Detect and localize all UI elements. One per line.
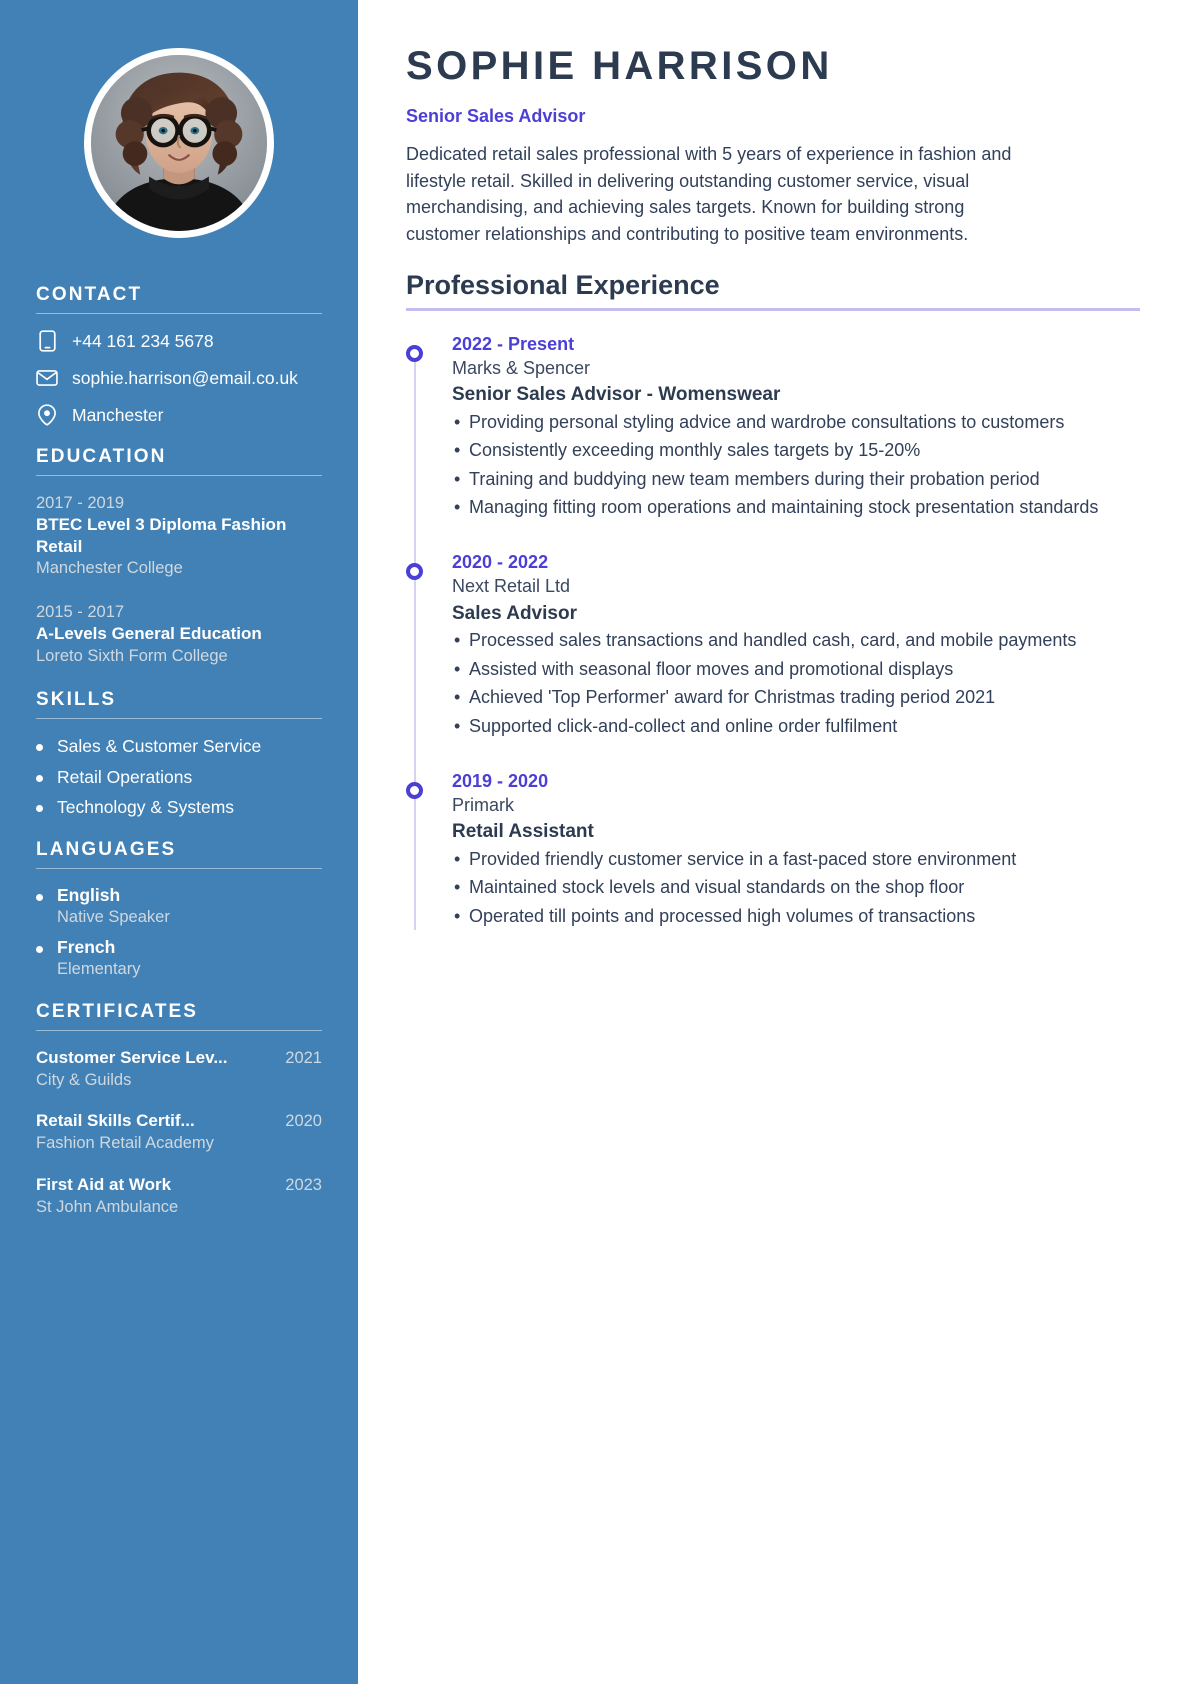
- experience-bullets: [452, 410, 1140, 521]
- experience-bullets: [452, 628, 1140, 739]
- avatar-ring: [84, 48, 274, 238]
- certificate-item: [36, 1110, 322, 1155]
- certificates-list: [36, 1047, 322, 1219]
- skill-item: [36, 735, 322, 758]
- experience-section-divider: [406, 308, 1140, 311]
- skill-item: [36, 766, 322, 789]
- sidebar-content: [0, 284, 358, 1218]
- certificate-org: City & Guilds: [36, 1070, 132, 1089]
- contact-phone-value: +44 161 234 5678: [72, 330, 214, 351]
- skill-label: Sales & Customer Service: [57, 735, 262, 756]
- education-school: Manchester College: [36, 558, 183, 577]
- job-title: Senior Sales Advisor: [406, 106, 586, 126]
- education-dates: 2017 - 2019: [36, 494, 125, 512]
- languages-list: [36, 885, 322, 981]
- timeline-line: [414, 345, 416, 930]
- bullet-dot-icon: [36, 946, 43, 953]
- experience-bullet: • Provided friendly customer service in a fast-paced store environment: [452, 847, 1140, 873]
- experience-bullet: • Processed sales transactions and handled cash, card, and mobile payments: [452, 628, 1140, 654]
- skill-label: Retail Operations: [57, 766, 193, 787]
- education-list: [36, 492, 322, 667]
- education-dates: 2015 - 2017: [36, 603, 125, 622]
- skills-divider: [36, 718, 322, 719]
- professional-summary: Dedicated retail sales professional with 5 years of experience in fashion and lifestyle retail. Skilled in delivering outstanding customer service, visual merchandising, and achieving sales targets. Known for building strong customer relationships and contributing to positive team environments.: [406, 144, 1012, 244]
- page-title: SOPHIE HARRISON: [406, 44, 833, 88]
- skills-heading: SKILLS: [36, 688, 117, 710]
- certificate-name: Customer Service Lev...: [36, 1047, 228, 1067]
- certificate-year: 2021: [285, 1048, 322, 1067]
- skill-label: Technology & Systems: [57, 797, 235, 818]
- bullet-dot-icon: [36, 805, 43, 812]
- contact-divider: [36, 313, 322, 314]
- experience-bullet: • Managing fitting room operations and maintaining stock presentation standards: [452, 495, 1140, 521]
- experience-timeline: [406, 333, 1140, 930]
- contact-list: [36, 330, 322, 426]
- experience-dates: 2020 - 2022: [452, 552, 549, 573]
- experience-bullet: • Operated till points and processed high volumes of transactions: [452, 904, 1140, 930]
- experience-company: Next Retail Ltd: [452, 576, 571, 597]
- phone-icon: [36, 330, 58, 352]
- experience-dates: 2022 - Present: [452, 333, 575, 354]
- skill-item: [36, 796, 322, 819]
- bullet-dot-icon: [36, 775, 43, 782]
- education-item: [36, 601, 322, 667]
- experience-bullet: • Maintained stock levels and visual standards on the shop floor: [452, 875, 1140, 901]
- experience-role: Sales Advisor: [452, 602, 577, 624]
- experience-role: Senior Sales Advisor - Womenswear: [452, 384, 781, 406]
- education-school: Loreto Sixth Form College: [36, 646, 228, 665]
- experience-bullet: • Assisted with seasonal floor moves and promotional displays: [452, 657, 1140, 683]
- contact-location-value: Manchester: [72, 404, 164, 425]
- education-item: [36, 492, 322, 579]
- certificate-item: [36, 1047, 322, 1092]
- experience-bullet: • Training and buddying new team members during their probation period: [452, 467, 1140, 493]
- certificate-item: [36, 1174, 322, 1219]
- languages-heading: LANGUAGES: [36, 839, 177, 861]
- sidebar: [0, 0, 358, 1684]
- experience-bullet: • Consistently exceeding monthly sales targets by 15-20%: [452, 438, 1140, 464]
- language-level: Native Speaker: [57, 907, 170, 926]
- experience-role: Retail Assistant: [452, 821, 594, 843]
- languages-divider: [36, 868, 322, 869]
- language-level: Elementary: [57, 960, 141, 979]
- certificate-org: Fashion Retail Academy: [36, 1134, 214, 1153]
- certificate-year: 2023: [285, 1175, 322, 1194]
- timeline-marker-icon: [406, 563, 423, 580]
- experience-bullets: [452, 847, 1140, 930]
- language-item: [36, 937, 322, 980]
- experience-bullet: • Supported click-and-collect and online order fulfilment: [452, 714, 1140, 740]
- experience-company: Primark: [452, 794, 514, 815]
- main-content: [358, 0, 1190, 1684]
- avatar-container: [0, 0, 358, 264]
- certificate-org: St John Ambulance: [36, 1197, 179, 1216]
- experience-item: [452, 770, 1140, 930]
- language-item: [36, 885, 322, 928]
- experience-dates: 2019 - 2020: [452, 770, 549, 791]
- education-divider: [36, 475, 322, 476]
- certificate-year: 2020: [285, 1112, 322, 1131]
- experience-section-heading: Professional Experience: [406, 269, 720, 300]
- experience-bullet: • Providing personal styling advice and wardrobe consultations to customers: [452, 410, 1140, 436]
- avatar: [91, 55, 267, 231]
- experience-item: [452, 551, 1140, 740]
- contact-item-location[interactable]: [36, 404, 322, 426]
- profile-photo-icon: [91, 55, 267, 231]
- education-degree: A-Levels General Education: [36, 624, 262, 644]
- certificate-name: Retail Skills Certif...: [36, 1111, 195, 1131]
- education-heading: EDUCATION: [36, 446, 167, 467]
- bullet-dot-icon: [36, 894, 43, 901]
- skills-list: [36, 735, 322, 819]
- timeline-marker-icon: [406, 345, 423, 362]
- contact-heading: CONTACT: [36, 284, 143, 305]
- experience-bullet: • Achieved 'Top Performer' award for Christmas trading period 2021: [452, 685, 1140, 711]
- contact-item-email[interactable]: [36, 367, 322, 389]
- location-pin-icon: [36, 404, 58, 426]
- experience-company: Marks & Spencer: [452, 357, 591, 378]
- language-name: English: [57, 885, 121, 906]
- contact-email-value: sophie.harrison@email.co.uk: [72, 367, 298, 388]
- timeline-marker-icon: [406, 782, 423, 799]
- certificates-divider: [36, 1030, 322, 1031]
- education-degree: BTEC Level 3 Diploma Fashion Retail: [36, 515, 287, 556]
- contact-item-phone[interactable]: [36, 330, 322, 352]
- experience-item: [452, 333, 1140, 522]
- bullet-dot-icon: [36, 744, 43, 751]
- certificate-name: First Aid at Work: [36, 1174, 172, 1194]
- certificates-heading: CERTIFICATES: [36, 1000, 199, 1022]
- envelope-icon: [36, 367, 58, 389]
- language-name: French: [57, 937, 116, 958]
